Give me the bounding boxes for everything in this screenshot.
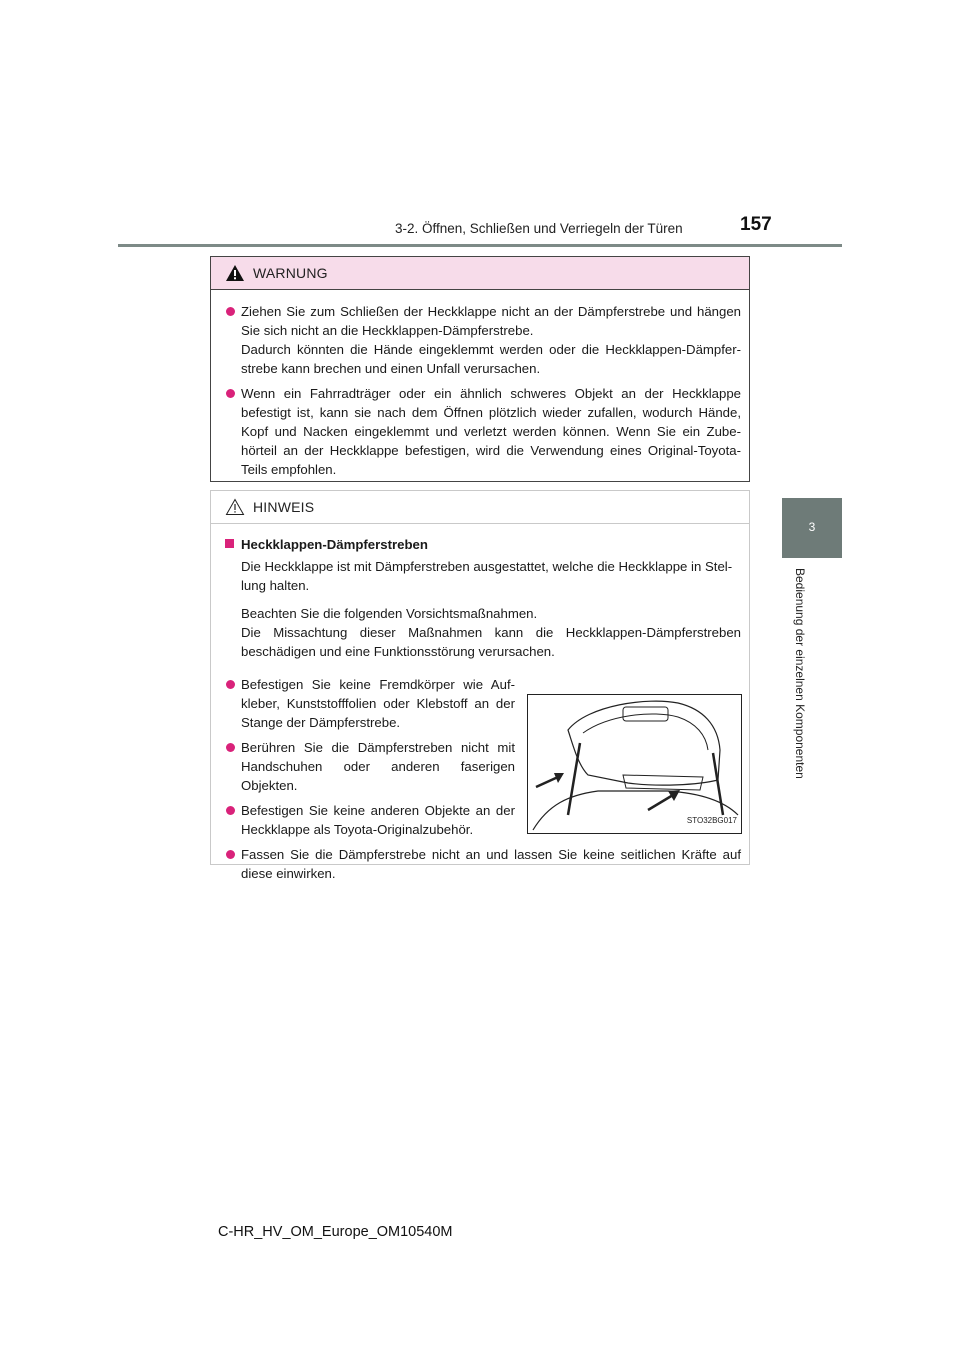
document-id: C-HR_HV_OM_Europe_OM10540M xyxy=(218,1224,453,1240)
warning-label: WARNUNG xyxy=(253,265,328,281)
notice-label: HINWEIS xyxy=(253,499,315,515)
chapter-tab xyxy=(782,498,842,558)
notice-triangle-icon xyxy=(225,498,245,516)
notice-box xyxy=(210,490,750,881)
notice-bullet xyxy=(211,675,515,732)
notice-paragraph: Die Heckklappe ist mit Dämpferstreben ausgestattet, welche die Heckklappe in Stel-lung halten. xyxy=(241,559,733,593)
notice-body xyxy=(211,524,749,883)
warning-text-line: Wenn ein Fahrradträger oder ein ähnlich schweres Objekt an der Heckklappe befestigt ist, kann sie nach dem Öffnen plötzlich wieder zufallen, wodurch Hände, Kopf und Nacken eingeklemmt und verletzt werden können. Wenn Sie ein Zube-hörteil an der Heckklappe befestigen, wird die Verwendung eines Original-Toyota-Teils empfohlen. xyxy=(241,386,741,477)
warning-text-line: Dadurch könnten die Hände eingeklemmt werden oder die Heckklappen-Dämpfer-strebe kann brechen und einen Unfall verursachen. xyxy=(241,342,741,376)
notice-paragraph: Die Missachtung dieser Maßnahmen kann die Heckklappen-Dämpferstreben beschädigen und eine Funktionsstörung verursachen. xyxy=(241,625,741,659)
subheading-text: Heckklappen-Dämpferstreben xyxy=(241,537,428,552)
notice-header xyxy=(211,491,749,524)
notice-bullet-text: Berühren Sie die Dämpferstreben nicht mit Handschuhen oder anderen faserigen Objekten. xyxy=(241,740,515,793)
tailgate-strut-illustration xyxy=(527,694,742,834)
notice-paragraph: Beachten Sie die folgenden Vorsichtsmaßnahmen. xyxy=(241,606,538,621)
warning-bullet xyxy=(211,384,741,479)
warning-header xyxy=(211,257,749,290)
warning-text-line: Ziehen Sie zum Schließen der Heckklappe nicht an der Dämpferstrebe und hängen Sie sich nicht an die Heckklappen-Dämpferstrebe. xyxy=(241,304,741,338)
notice-bullet xyxy=(211,801,515,839)
notice-bullet-text: Befestigen Sie keine anderen Objekte an der Heckklappe als Toyota-Originalzubehör. xyxy=(241,803,515,837)
notice-subheading xyxy=(211,535,749,554)
notice-bullet xyxy=(211,738,515,795)
header-rule xyxy=(118,244,842,247)
notice-bullet-text: Fassen Sie die Dämpferstrebe nicht an und lassen Sie keine seitlichen Kräfte auf diese einwirken. xyxy=(241,847,741,881)
warning-body xyxy=(211,290,749,479)
warning-box xyxy=(210,256,750,482)
bullet-dot-icon xyxy=(226,850,235,859)
notice-bullet-list xyxy=(211,675,515,839)
chapter-title: Bedienung der einzelnen Komponenten xyxy=(793,568,807,779)
square-bullet-icon xyxy=(225,539,234,548)
bullet-dot-icon xyxy=(226,743,235,752)
bullet-dot-icon xyxy=(226,307,235,316)
warning-triangle-icon xyxy=(225,264,245,282)
figure-code: STO32BG017 xyxy=(686,816,737,825)
bullet-dot-icon xyxy=(226,389,235,398)
bullet-dot-icon xyxy=(226,680,235,689)
page-number: 157 xyxy=(740,214,772,235)
notice-bullet-text: Befestigen Sie keine Fremdkörper wie Auf-kleber, Kunststofffolien oder Klebstoff an der Stange der Dämpferstrebe. xyxy=(241,677,515,730)
section-title: 3-2. Öffnen, Schließen und Verriegeln der Türen xyxy=(395,221,683,236)
bullet-dot-icon xyxy=(226,806,235,815)
notice-bullet xyxy=(211,845,741,883)
warning-bullet xyxy=(211,302,741,378)
chapter-number: 3 xyxy=(808,520,816,534)
